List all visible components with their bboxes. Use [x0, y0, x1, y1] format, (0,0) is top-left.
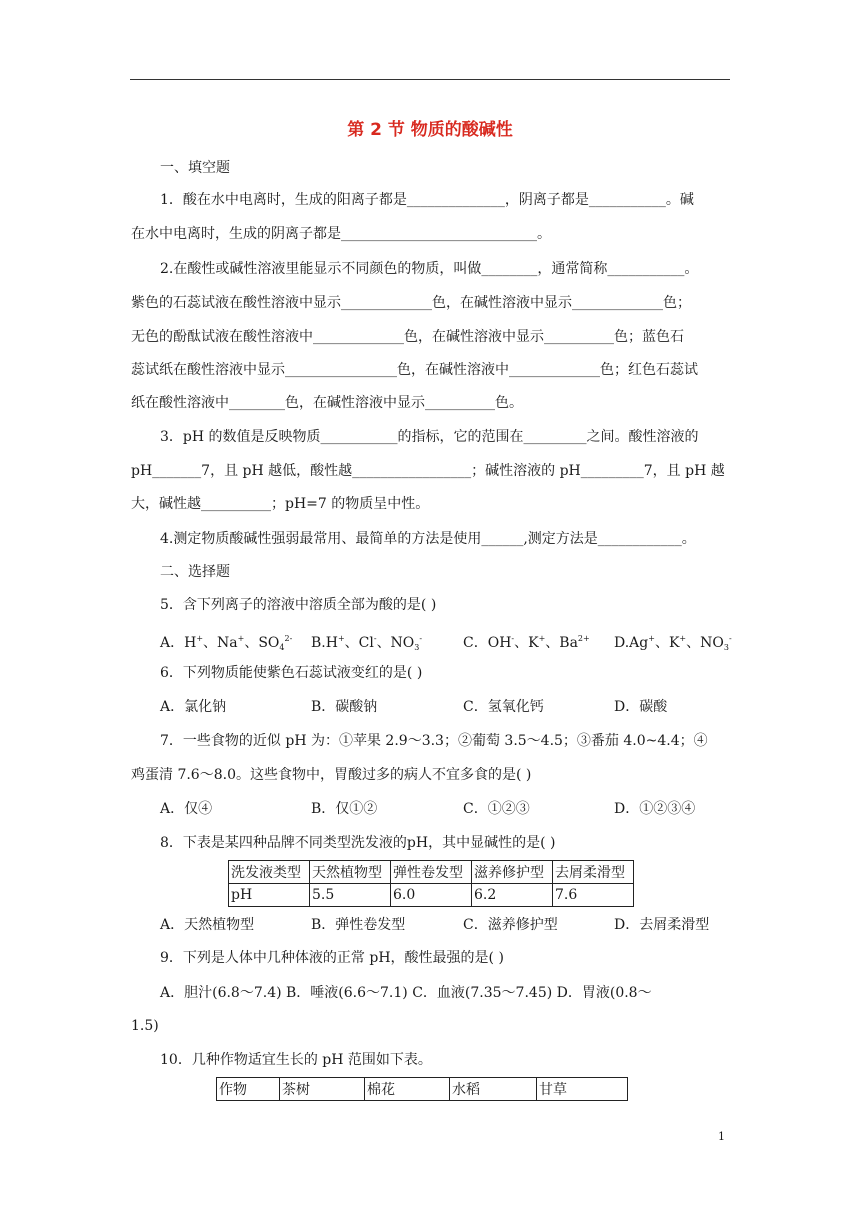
table-header-row	[229, 861, 634, 884]
q5-option-b: B.H+、Cl-、$NO_3^-$	[311, 634, 423, 652]
table-cell: 作物	[217, 1078, 280, 1101]
table-cell: pH	[229, 884, 310, 907]
table-cell: 茶树	[280, 1078, 365, 1101]
table-cell: 5.5	[310, 884, 391, 907]
q7-option-a: A．仅④	[160, 801, 213, 817]
q6-option-a: A．氯化钠	[160, 699, 227, 715]
table-cell: 6.2	[472, 884, 553, 907]
q8-option-c: C．滋养修护型	[463, 917, 558, 933]
q1-line-1: 1．酸在水中电离时，生成的阳离子都是______________，阴离子都是___________。碱	[160, 192, 694, 208]
q8-option-a: A．天然植物型	[160, 917, 255, 933]
q7-option-d: D．①②③④	[614, 801, 696, 817]
q2-line-1: 2.在酸性或碱性溶液里能显示不同颜色的物质，叫做________，通常简称___________。	[160, 261, 699, 277]
q9-stem: 9．下列是人体中几种体液的正常 pH，酸性最强的是( )	[160, 950, 504, 966]
q3-line-1: 3．pH 的数值是反映物质___________的指标，它的范围在_________之间。酸性溶液的	[160, 429, 699, 445]
q9-options-line-2: 1.5)	[131, 1018, 159, 1034]
q3-line-2: pH_______7，且 pH 越低，酸性越_________________；碱性溶液的 pH_________7，且 pH 越	[131, 463, 725, 479]
table-cell: 去屑柔滑型	[553, 861, 634, 884]
table-cell: 6.0	[391, 884, 472, 907]
q5-option-a: A．H+、Na+、$SO_4^{2-}$	[160, 634, 293, 652]
q2-line-4: 蕊试纸在酸性溶液中显示________________色，在碱性溶液中_____________色；红色石蕊试	[131, 362, 698, 378]
table-cell: 7.6	[553, 884, 634, 907]
q6-option-b: B．碳酸钠	[311, 699, 378, 715]
table-cell: 甘草	[537, 1078, 628, 1101]
q8-option-b: B．弹性卷发型	[311, 917, 406, 933]
table-cell: 水稻	[450, 1078, 537, 1101]
q5-option-d: D.Ag+、K+、$NO_3^-$	[614, 634, 732, 652]
page-number: 1	[718, 1130, 725, 1143]
table-row	[217, 1078, 628, 1101]
table-cell: 弹性卷发型	[391, 861, 472, 884]
q7-line-1: 7．一些食物的近似 pH 为：①苹果 2.9～3.3；②葡萄 3.5～4.5；③番茄 4.0~4.4；④	[160, 733, 708, 749]
table-cell: 天然植物型	[310, 861, 391, 884]
q5-stem: 5．含下列离子的溶液中溶质全部为酸的是( )	[160, 597, 437, 613]
q5-option-c: C．OH-、K+、$Ba^{2+}$	[463, 634, 590, 651]
q6-stem: 6．下列物质能使紫色石蕊试液变红的是( )	[160, 665, 423, 681]
q2-line-2: 紫色的石蕊试液在酸性溶液中显示_____________色，在碱性溶液中显示_____________色；	[131, 295, 691, 311]
q6-option-d: D．碳酸	[614, 699, 668, 715]
q10-table	[216, 1077, 628, 1101]
q7-option-c: C．①②③	[463, 801, 530, 817]
header-rule	[130, 79, 730, 80]
q8-table	[228, 860, 634, 907]
table-row	[229, 884, 634, 907]
q7-option-b: B．仅①②	[311, 801, 378, 817]
table-cell: 滋养修护型	[472, 861, 553, 884]
section-heading-fill-in: 一、填空题	[160, 160, 230, 176]
q4-line: 4.测定物质酸碱性强弱最常用、最简单的方法是使用______,测定方法是____________。	[160, 531, 696, 547]
q2-line-3: 无色的酚酞试液在酸性溶液中_____________色，在碱性溶液中显示__________色；蓝色石	[131, 329, 684, 345]
q10-stem: 10．几种作物适宜生长的 pH 范围如下表。	[160, 1052, 432, 1068]
q8-stem: 8．下表是某四种品牌不同类型洗发液的pH，其中显碱性的是( )	[160, 835, 556, 851]
q8-option-d: D．去屑柔滑型	[614, 917, 710, 933]
table-cell: 棉花	[365, 1078, 450, 1101]
section-heading-choice: 二、选择题	[160, 564, 230, 580]
q7-line-2: 鸡蛋清 7.6～8.0。这些食物中，胃酸过多的病人不宜多食的是( )	[131, 767, 532, 783]
q2-line-5: 纸在酸性溶液中________色，在碱性溶液中显示__________色。	[131, 395, 523, 411]
q6-option-c: C．氢氧化钙	[463, 699, 544, 715]
q9-options-line-1: A．胆汁(6.8～7.4) B．唾液(6.6～7.1) C．血液(7.35～7.45) D．胃液(0.8～	[160, 985, 652, 1001]
page-title: 第 2 节 物质的酸碱性	[347, 120, 513, 140]
q3-line-3: 大，碱性越__________；pH=7 的物质呈中性。	[131, 496, 430, 512]
q1-line-2: 在水中电离时，生成的阴离子都是____________________________。	[131, 226, 551, 242]
table-cell: 洗发液类型	[229, 861, 310, 884]
